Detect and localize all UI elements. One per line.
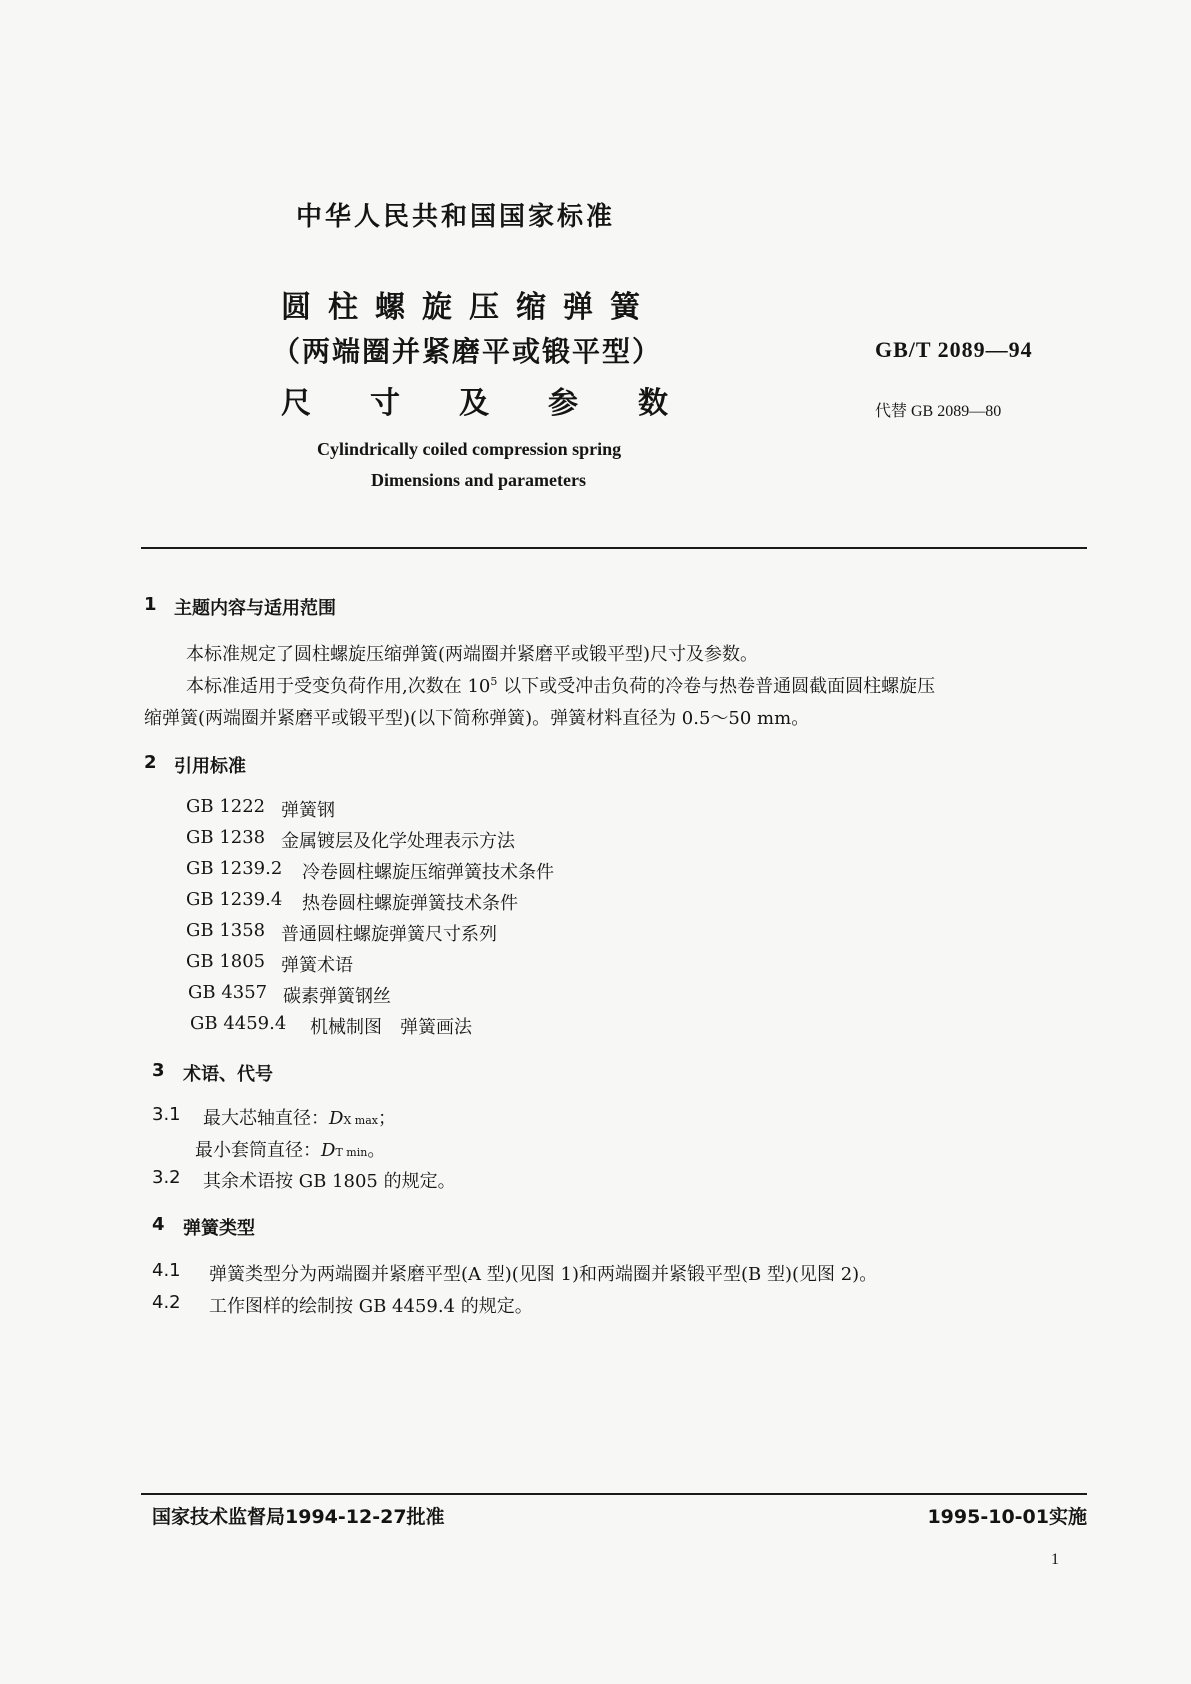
page-number: 1 [1051, 1551, 1059, 1568]
section-1-paragraph-1: 本标准规定了圆柱螺旋压缩弹簧(两端圈并紧磨平或锻平型)尺寸及参数。 [186, 644, 759, 665]
title-char: 及 [459, 386, 489, 421]
section-3-title: 术语、代号 [183, 1064, 273, 1085]
section-1-paragraph-2: 本标准适用于受变负荷作用,次数在 $10^5$ 以下或受冲击负荷的冷卷与热卷普通圆截面圆柱螺旋压 [186, 675, 936, 697]
reference-item-name: 机械制图 弹簧画法 [310, 1017, 472, 1038]
section-2-title: 引用标准 [174, 756, 246, 777]
title-char: 尺 [281, 386, 311, 421]
english-title-line-2: Dimensions and parameters [371, 470, 586, 490]
reference-item-name: 热卷圆柱螺旋弹簧技术条件 [302, 893, 518, 914]
clause-3-2-text: 其余术语按 GB 1805 的规定。 [203, 1171, 456, 1192]
reference-item-name: 普通圆柱螺旋弹簧尺寸系列 [281, 924, 497, 945]
section-1-title: 主题内容与适用范围 [174, 598, 336, 619]
reference-item-name: 碳素弹簧钢丝 [283, 986, 391, 1007]
replaces-note: 代替 GB 2089—80 [875, 403, 1002, 420]
section-2-number: 2 [144, 752, 157, 773]
section-1-paragraph-2-cont: 缩弹簧(两端圈并紧磨平或锻平型)(以下简称弹簧)。弹簧材料直径为 0.5～50 mm。 [144, 708, 810, 729]
reference-item: GB 1222 [186, 796, 266, 817]
clause-4-1-text: 弹簧类型分为两端圈并紧磨平型(A 型)(见图 1)和两端圈并紧锻平型(B 型)(见图 2)。 [209, 1264, 878, 1285]
title-line-2: （两端圈并紧磨平或锻平型） [272, 335, 663, 368]
footer-divider [141, 1493, 1087, 1495]
reference-item: GB 1358 [186, 920, 266, 941]
clause-3-2-number: 3.2 [152, 1167, 181, 1188]
reference-item-name: 弹簧术语 [281, 955, 353, 976]
reference-item-name: 金属镀层及化学处理表示方法 [281, 831, 515, 852]
reference-item: GB 4459.4 [190, 1013, 287, 1034]
clause-4-2-number: 4.2 [152, 1292, 181, 1313]
clause-4-1-number: 4.1 [152, 1260, 181, 1281]
section-3-number: 3 [152, 1060, 165, 1081]
clause-4-2-text: 工作图样的绘制按 GB 4459.4 的规定。 [209, 1296, 533, 1317]
standard-title: 中华人民共和国国家标准 [296, 202, 616, 232]
standard-number: GB/T 2089—94 [875, 337, 1033, 362]
reference-item: GB 1238 [186, 827, 266, 848]
reference-item-name: 冷卷圆柱螺旋压缩弹簧技术条件 [302, 862, 554, 883]
approval-note: 国家技术监督局1994-12-27批准 [152, 1506, 445, 1528]
title-line-1: 圆柱螺旋压缩弹簧 [281, 290, 657, 325]
clause-3-1-text-b: 最小套筒直径：DT min。 [195, 1140, 386, 1161]
superscript: 5 [490, 675, 498, 688]
section-4-number: 4 [152, 1214, 165, 1235]
reference-item: GB 4357 [188, 982, 268, 1003]
section-4-title: 弹簧类型 [183, 1218, 255, 1239]
clause-3-1-number: 3.1 [152, 1104, 181, 1125]
header-divider [141, 547, 1087, 549]
reference-item: GB 1239.2 [186, 858, 283, 879]
section-1-number: 1 [144, 594, 157, 615]
implementation-date: 1995-10-01实施 [927, 1506, 1087, 1528]
title-char: 寸 [370, 386, 400, 421]
title-char: 参 [548, 386, 578, 421]
english-title-line-1: Cylindrically coiled compression spring [317, 439, 622, 459]
title-char: 数 [638, 386, 668, 421]
reference-item-name: 弹簧钢 [281, 800, 335, 821]
reference-item: GB 1805 [186, 951, 266, 972]
clause-3-1-text: 最大芯轴直径：DX max； [203, 1108, 396, 1129]
reference-item: GB 1239.4 [186, 889, 283, 910]
